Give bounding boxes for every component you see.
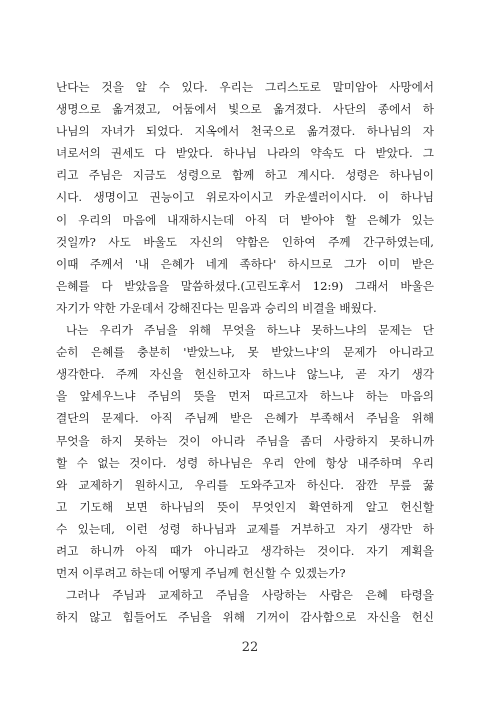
text-line: 와 교제하기 원하시고, 우리를 도와주고자 하신다. 잠깐 무릎 꿇 xyxy=(56,477,434,492)
text-line: 자기가 약한 가운데서 강해진다는 믿음과 승리의 비결을 배웠다. xyxy=(56,300,377,315)
text-line: 고 기도해 보면 하나님의 뜻이 무엇인지 확연하게 알고 헌신할 xyxy=(56,499,434,514)
text-line: 이때 주께서 '내 은혜가 네게 족하다' 하시므로 그가 이미 받은 xyxy=(56,256,434,271)
text-line: 을 앞세우느냐 주님의 뜻을 먼저 따르고자 하느냐 하는 마음의 xyxy=(56,389,434,404)
text-line: 은혜를 다 받았음을 말씀하셨다.(고린도후서 12:9) 그래서 바울은 xyxy=(56,278,434,293)
text-line: 시다. 생명이고 권능이고 위로자이시고 카운셀러이시다. 이 하나님 xyxy=(56,190,434,205)
text-line: 순히 은혜를 충분히 '받았느냐, 못 받았느냐'의 문제가 아니라고 xyxy=(56,345,434,360)
text-line: 할 수 없는 것이다. 성령 하나님은 우리 안에 항상 내주하며 우리 xyxy=(56,455,434,470)
text-line: 결단의 문제다. 아직 주님께 받은 은혜가 부족해서 주님을 위해 xyxy=(56,411,434,426)
text-line: 하지 않고 힘들어도 주님을 위해 기꺼이 감사함으로 자신을 헌신 xyxy=(56,610,434,625)
text-line: 난다는 것을 알 수 있다. 우리는 그리스도로 말미암아 사망에서 xyxy=(56,80,434,94)
text-line: 무엇을 하지 못하는 것이 아니라 주님을 좀더 사랑하지 못하니까 xyxy=(56,433,434,448)
text-line: 리고 주님은 지금도 성령으로 함께 하고 계시다. 성령은 하나님이 xyxy=(56,168,434,183)
text-line: 나는 우리가 주님을 위해 무엇을 하느냐 못하느냐의 문제는 단 xyxy=(66,323,434,338)
text-line: 먼저 이루려고 하는데 어떻게 주님께 헌신할 수 있겠는가? xyxy=(56,566,346,581)
text-line: 그러나 주님과 교제하고 주님을 사랑하는 사람은 은혜 타령을 xyxy=(66,588,434,603)
text-line: 것일까? 사도 바울도 자신의 약함은 인하여 주께 간구하였는데, xyxy=(56,234,434,249)
body-text xyxy=(56,76,434,628)
text-line: 려고 하니까 아직 때가 아니라고 생각하는 것이다. 자기 계획을 xyxy=(56,543,434,558)
text-line: 생명으로 옮겨졌고, 어둠에서 빛으로 옮겨졌다. 사단의 종에서 하 xyxy=(56,102,434,117)
text-line: 나님의 자녀가 되었다. 지옥에서 천국으로 옮겨졌다. 하나님의 자 xyxy=(56,124,434,139)
text-line: 녀로서의 권세도 다 받았다. 하나님 나라의 약속도 다 받았다. 그 xyxy=(56,146,434,161)
page-number: 22 xyxy=(241,640,259,655)
text-line: 생각한다. 주께 자신을 헌신하고자 하느냐 않느냐, 곧 자기 생각 xyxy=(56,367,434,382)
text-line: 이 우리의 마음에 내재하시는데 아직 더 받아야 할 은혜가 있는 xyxy=(56,212,434,227)
text-line: 수 있는데, 이런 성령 하나님과 교제를 거부하고 자기 생각만 하 xyxy=(56,521,434,536)
